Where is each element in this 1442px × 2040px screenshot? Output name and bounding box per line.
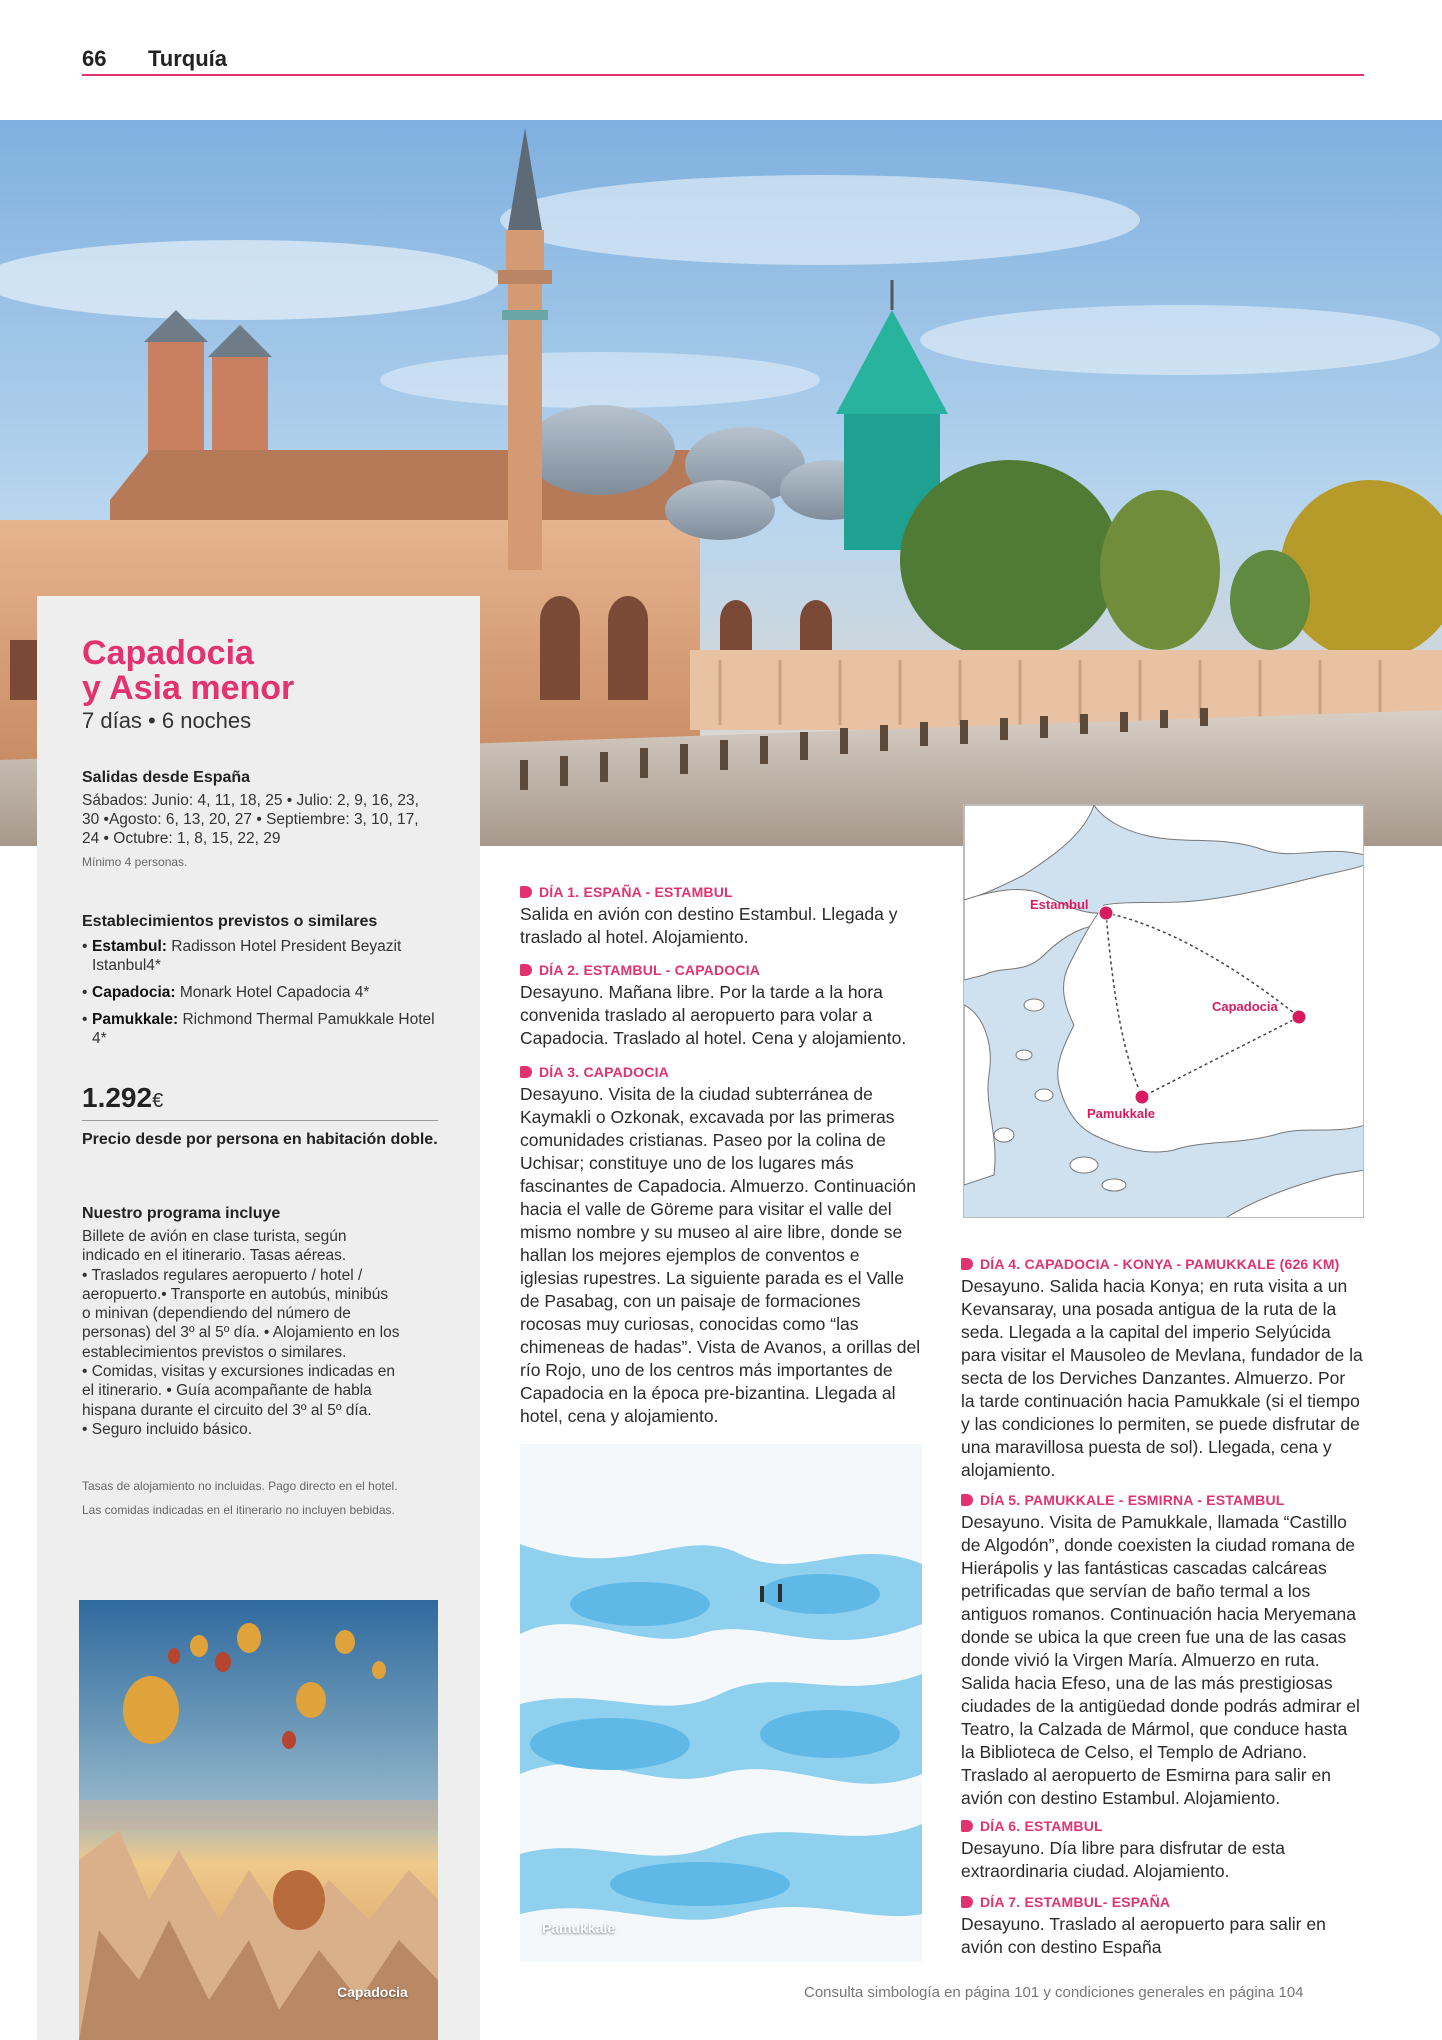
price-label: Precio desde por persona en habitación doble. xyxy=(82,1131,438,1148)
hotel-item xyxy=(82,983,452,1002)
page-number: 66 xyxy=(82,46,107,71)
includes-line: personas) del 3º al 5º día. • Alojamiento en los xyxy=(82,1324,400,1342)
day-title: DÍA 5. PAMUKKALE - ESMIRNA - ESTAMBUL xyxy=(980,1492,1285,1508)
itinerary-day-7 xyxy=(961,1894,1363,1959)
includes-line: o minivan (dependiendo del número de xyxy=(82,1305,351,1323)
map-label-pamukkale: Pamukkale xyxy=(1087,1106,1155,1121)
day-description: Desayuno. Día libre para disfrutar de esta extraordinaria ciudad. Alojamiento. xyxy=(961,1838,1285,1881)
itinerary-day-3 xyxy=(520,1064,922,1428)
includes-title: Nuestro programa incluye xyxy=(82,1205,281,1222)
day-heading xyxy=(520,1064,922,1080)
day-description: Desayuno. Visita de la ciudad subterránea de Kaymakli o Ozkonak, excavada por las primeras comunidades cristianas. Paseo por la colina de Uchisar; constituye uno de los lugares más fascinantes de Capadocia. Almuerzo. Continuación hacia el valle de Göreme para visitar el valle del mismo nombre y su museo al aire libre, donde se hallan los mejores ejemplos de conventos e iglesias rupestres. La siguiente parada es el Valle de Pasabag, con un paisaje de formaciones rocosas muy curiosas, conocidas como “las chimeneas de hadas”. Vista de Avanos, a orillas del río Rojo, uno de los centros más importantes de Capadocia en la época pre-bizantina. Llegada al hotel, cena y alojamiento. xyxy=(520,1084,921,1426)
departures-line: Sábados: Junio: 4, 11, 18, 25 • Julio: 2, 9, 16, 23, xyxy=(82,792,419,809)
includes-line: establecimientos previstos o similares. xyxy=(82,1343,347,1361)
day-heading xyxy=(961,1818,1363,1834)
includes-line: • Traslados regulares aeropuerto / hotel / xyxy=(82,1266,363,1284)
arrow-icon xyxy=(520,964,532,976)
trip-duration: 7 días • 6 noches xyxy=(82,708,252,733)
includes-line: el itinerario. • Guía acompañante de habla xyxy=(82,1382,372,1400)
departures-line: 24 • Octubre: 1, 8, 15, 22, 29 xyxy=(82,830,281,847)
day-description: Desayuno. Traslado al aeropuerto para salir en avión con destino España xyxy=(961,1914,1326,1957)
includes-line: Billete de avión en clase turista, según xyxy=(82,1228,347,1245)
price xyxy=(82,1082,438,1114)
includes-line: hispana durante el circuito del 3º al 5º día. xyxy=(82,1401,372,1419)
day-heading xyxy=(961,1256,1363,1272)
arrow-icon xyxy=(961,1494,973,1506)
marker-istanbul xyxy=(1099,906,1113,920)
day-title: DÍA 6. ESTAMBUL xyxy=(980,1818,1103,1834)
includes-line: indicado en el itinerario. Tasas aéreas. xyxy=(82,1247,347,1265)
departures-note: Mínimo 4 personas. xyxy=(82,855,188,869)
day-description: Salida en avión con destino Estambul. Llegada y traslado al hotel. Alojamiento. xyxy=(520,904,898,947)
hotel-item xyxy=(82,937,452,975)
arrow-icon xyxy=(961,1258,973,1270)
trip-title xyxy=(82,636,462,706)
arrow-icon xyxy=(520,1066,532,1078)
page-section-title: Turquía xyxy=(148,46,228,71)
itinerary-day-1 xyxy=(520,884,922,949)
day-title: DÍA 2. ESTAMBUL - CAPADOCIA xyxy=(539,962,761,978)
marker-pamukkale xyxy=(1135,1090,1149,1104)
map-label-estambul: Estambul xyxy=(1030,897,1089,912)
hotels-title: Establecimientos previstos o similares xyxy=(82,913,378,930)
day-heading xyxy=(961,1894,1363,1910)
day-title: DÍA 1. ESPAÑA - ESTAMBUL xyxy=(539,884,733,900)
day-heading xyxy=(961,1492,1363,1508)
departures-title: Salidas desde España xyxy=(82,769,251,786)
includes-line: aeropuerto.• Transporte en autobús, minibús xyxy=(82,1285,389,1303)
includes-line: • Comidas, visitas y excursiones indicadas en xyxy=(82,1363,395,1381)
itinerary-day-2 xyxy=(520,962,922,1050)
map-label-capadocia: Capadocia xyxy=(1212,999,1278,1014)
photo-capadocia-balloons xyxy=(79,1600,438,2040)
day-title: DÍA 7. ESTAMBUL- ESPAÑA xyxy=(980,1894,1171,1910)
day-heading xyxy=(520,884,922,900)
day-description: Desayuno. Visita de Pamukkale, llamada “Castillo de Algodón”, donde coexisten la ciudad romana de Hierápolis y las fantásticas cascadas calcáreas petrificadas que servían de baño termal a los antiguos romanos. Continuación hacia Meryemana donde se ubica la que creen fue una de las casas donde vivió la Virgen María. Almuerzo en ruta. Salida hacia Efeso, una de las más prestigiosas ciudades de la antigüedad donde podrás admirar el Teatro, la Calzada de Mármol, que conduce hasta la Biblioteca de Celso, el Templo de Adriano. Traslado al aeropuerto de Esmirna para salir en avión con destino Estambul. Alojamiento. xyxy=(961,1512,1360,1808)
footer-note: Consulta simbología en página 101 y condiciones generales en página 104 xyxy=(804,1984,1304,2001)
hotel-city: Capadocia: xyxy=(92,984,176,1001)
hotel-item xyxy=(82,1010,452,1048)
notes-block xyxy=(82,1478,422,1518)
arrow-icon xyxy=(961,1896,973,1908)
photo-caption-capadocia: Capadocia xyxy=(337,1984,408,2000)
price-currency: € xyxy=(152,1090,164,1112)
day-title: DÍA 4. CAPADOCIA - KONYA - PAMUKKALE (626 KM) xyxy=(980,1256,1340,1272)
includes-block xyxy=(82,1205,452,1439)
route-map xyxy=(963,804,1364,1218)
photo-pamukkale-terraces xyxy=(520,1444,922,1962)
price-block xyxy=(82,1082,438,1150)
departures-line: 30 •Agosto: 6, 13, 20, 27 • Septiembre: 3, 10, 17, xyxy=(82,811,419,828)
day-heading xyxy=(520,962,922,978)
trip-title-line-2: y Asia menor xyxy=(82,669,295,707)
photo-caption-pamukkale: Pamukkale xyxy=(542,1920,616,1936)
itinerary-day-5 xyxy=(961,1492,1363,1810)
day-description: Desayuno. Mañana libre. Por la tarde a la hora convenida traslado al aeropuerto para volar a Capadocia. Traslado al hotel. Cena y alojamiento. xyxy=(520,982,907,1048)
note-meals: Las comidas indicadas en el itinerario no incluyen bebidas. xyxy=(82,1503,395,1517)
hotels-list xyxy=(82,937,452,1048)
hotel-name: Richmond Thermal Pamukkale Hotel 4* xyxy=(92,1011,435,1047)
departures-block xyxy=(82,769,452,870)
day-title: DÍA 3. CAPADOCIA xyxy=(539,1064,669,1080)
hotel-name: Monark Hotel Capadocia 4* xyxy=(179,984,370,1001)
page-header xyxy=(82,44,1364,76)
note-accommodation-taxes: Tasas de alojamiento no incluidas. Pago directo en el hotel. xyxy=(82,1479,398,1493)
itinerary-day-4 xyxy=(961,1256,1363,1482)
day-description: Desayuno. Salida hacia Konya; en ruta visita a un Kevansaray, una posada antigua de la ruta de la seda. Llegada a la capital del imperio Selyúcida para visitar el Mausoleo de Mevlana, fundador de la secta de los Derviches Danzantes. Almuerzo. Por la tarde continuación hacia Pamukkale (si el tiempo y las condiciones lo permiten, se puede disfrutar de una maravillosa puesta de sol). Llegada, cena y alojamiento. xyxy=(961,1276,1363,1480)
hotel-name: Radisson Hotel President Beyazit Istanbul4* xyxy=(92,938,402,974)
hotel-city: Pamukkale: xyxy=(92,1011,179,1028)
arrow-icon xyxy=(961,1820,973,1832)
itinerary-day-6 xyxy=(961,1818,1363,1883)
trip-title-line-1: Capadocia xyxy=(82,634,254,672)
arrow-icon xyxy=(520,886,532,898)
hotels-block xyxy=(82,913,452,1056)
marker-cappadocia xyxy=(1292,1010,1306,1024)
includes-line: • Seguro incluido básico. xyxy=(82,1420,253,1438)
price-amount: 1.292 xyxy=(82,1082,153,1113)
hotel-city: Estambul: xyxy=(92,938,167,955)
price-divider xyxy=(82,1120,438,1121)
